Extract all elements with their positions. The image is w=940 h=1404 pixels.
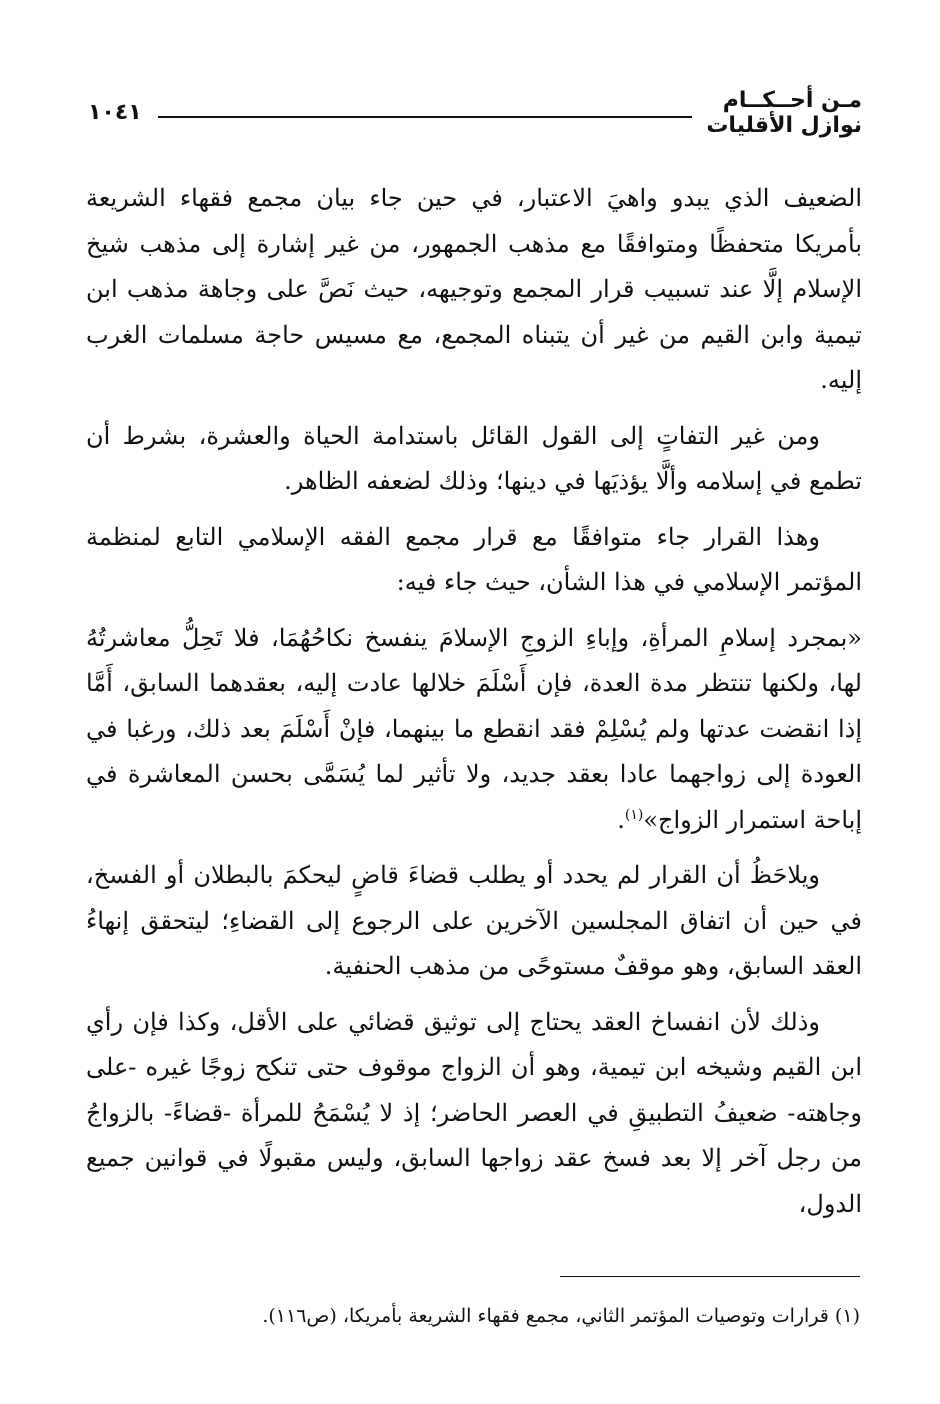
running-title-line2: نوازل الأقليات <box>706 113 862 139</box>
paragraph: الضعيف الذي يبدو واهيَ الاعتبار، في حين جاء بيان مجمع فقهاء الشريعة بأمريكا متحفظًا ومتوافقًا مع مذهب الجمهور، من غير إشارة إلى مذهب شيخ الإسلام إلَّا عند تسبيب قرار المجمع وتوجيهه، حيث نَصَّ على وجاهة مذهب ابن تيمية وابن القيم من غير أن يتبناه المجمع، مع مسيس حاجة مسلمات الغرب إليه. <box>86 184 863 394</box>
paragraph: ومن غير التفاتٍ إلى القول القائل باستدامة الحياة والعشرة، بشرط أن تطمع في إسلامه وألَّا يؤذيَها في دينها؛ وذلك لضعفه الظاهر. <box>86 421 862 495</box>
quoted-resolution <box>86 616 862 844</box>
paragraph: ويلاحَظُ أن القرار لم يحدد أو يطلب قضاءَ قاضٍ ليحكمَ بالبطلان أو الفسخ، في حين أن اتفاق المجلسين الآخرين على الرجوع إلى القضاءِ؛ ليتحقق إنهاءُ العقد السابق، وهو موقفٌ مستوحًى من مذهب الحنفية. <box>86 861 862 980</box>
header-rule <box>158 116 692 118</box>
running-title <box>706 88 862 139</box>
page-number: ١٠٤١ <box>88 100 142 125</box>
running-title-line1: مـن أحــكــام <box>722 88 862 113</box>
body-text <box>86 176 862 1237</box>
page-header <box>88 84 862 154</box>
quote-end-punctuation: . <box>617 805 625 834</box>
footnote: (١) قرارات وتوصيات المؤتمر الثاني، مجمع فقهاء الشريعة بأمريكا، (ص١١٦). <box>262 1305 860 1327</box>
footnote-reference[interactable]: (١) <box>624 806 644 823</box>
quote-text: «بمجرد إسلامِ المرأةِ، وإباءِ الزوجِ الإسلامَ ينفسخ نكاحُهُمَا، فلا تَحِلُّ معاشرتُهُ لها، ولكنها تنتظر مدة العدة، فإن أَسْلَمَ خلالها عادت إليه، بعقدهما السابق، أَمَّا إذا انقضت عدتها ولم يُسْلِمْ فقد انقطع ما بينهما، فإنْ أَسْلَمَ بعد ذلك، ورغبا في العودة إلى زواجهما عادا بعقد جديد، ولا تأثير لما يُسَمَّى بحسن المعاشرة في إباحة استمرار الزواج» <box>86 623 862 834</box>
paragraph: وذلك لأن انفساخ العقد يحتاج إلى توثيق قضائي على الأقل، وكذا فإن رأي ابن القيم وشيخه ابن تيمية، وهو أن الزواج موقوف حتى تنكح زوجًا غيره -على وجاهته- ضعيفُ التطبيقِ في العصر الحاضر؛ إذ لا يُسْمَحُ للمرأة -قضاءً- بالزواجُ من رجل آخر إلا بعد فسخ عقد زواجها السابق، وليس مقبولًا في قوانين جميع الدول، <box>86 1007 862 1218</box>
footnote-separator <box>560 1276 860 1277</box>
paragraph: وهذا القرار جاء متوافقًا مع قرار مجمع الفقه الإسلامي التابع لمنظمة المؤتمر الإسلامي في هذا الشأن، حيث جاء فيه: <box>86 522 862 596</box>
